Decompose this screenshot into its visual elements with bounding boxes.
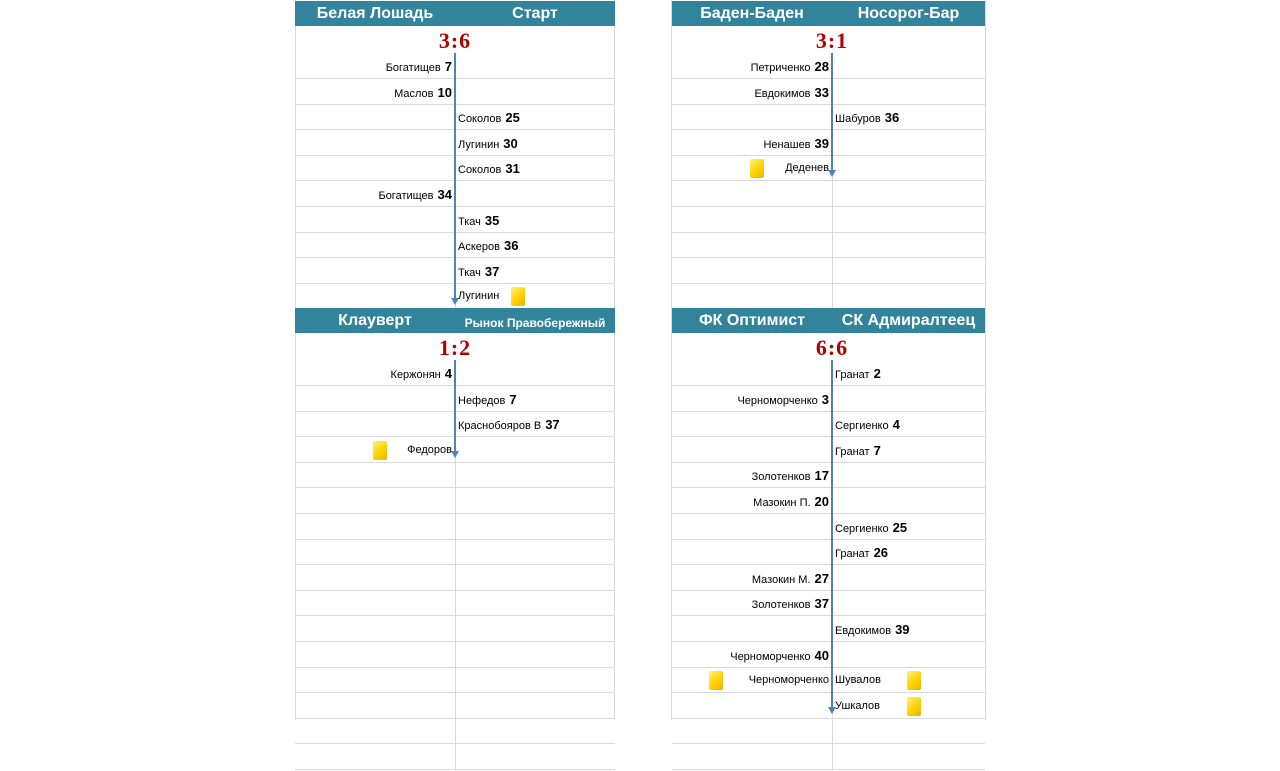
home-event [672,463,829,488]
away-event [458,412,613,437]
player-name: Маслов [394,87,434,100]
event-minute: 4 [892,417,900,433]
player-name: Гранат [835,369,870,381]
away-event [835,412,983,437]
grid-row [672,233,985,258]
player-name: Шабуров [835,113,881,126]
home-event [672,668,829,693]
away-event [458,387,613,412]
player-name: Лугинин [458,290,500,303]
home-event [672,643,829,668]
player-name: Черноморченко [737,394,818,407]
player-name: Черноморченко [730,650,811,663]
match-header [672,1,985,26]
event-minute: 36 [884,110,900,126]
player-name: Евдокимов [754,87,811,100]
player-name: Кержонян [390,369,441,381]
event-minute: 7 [509,391,517,407]
event-minute: 7 [444,59,452,74]
player-name: Ушкалов [835,699,880,712]
yellow-card-icon [511,287,525,306]
event-minute: 3 [821,391,829,407]
home-event [295,80,452,105]
event-minute: 34 [437,187,452,202]
event-minute: 39 [814,135,829,151]
grid-row [672,182,985,207]
match-header [295,1,615,26]
event-minute: 39 [895,622,910,637]
grid-row [672,208,985,233]
home-event [672,80,829,105]
event-minute: 27 [814,570,829,586]
player-name: Сергиенко [835,420,889,433]
player-name: Петриченко [750,62,811,74]
event-minute: 7 [873,442,881,458]
match-score: 3:6 [438,28,472,53]
yellow-card-icon [709,671,723,690]
away-team-name: Носорог-Бар [857,5,960,22]
grid-row [672,284,985,309]
home-team-name: Баден-Баден [700,5,804,22]
match-block [672,308,985,771]
event-minute: 37 [484,263,500,279]
event-minute: 30 [503,135,518,151]
away-event [835,438,983,463]
player-name: Ткач [458,266,481,279]
match-header [295,308,615,333]
yellow-card-icon [907,671,921,690]
away-event [458,131,613,156]
event-minute: 35 [484,212,500,228]
player-name: Богатищев [385,62,441,74]
player-name: Ненашев [763,138,811,151]
player-name: Деденев [785,162,829,175]
home-event [672,387,829,412]
home-team-name: ФК Оптимист [698,312,806,329]
away-team-name: Старт [512,5,558,22]
event-minute: 4 [444,366,452,381]
home-team-name: Клауверт [338,312,412,329]
away-event [458,208,613,233]
player-name: Евдокимов [835,625,892,637]
match-timeline [454,53,456,299]
event-minute: 28 [814,59,829,74]
away-event [835,361,983,386]
player-name: Гранат [835,548,870,561]
home-event [672,489,829,514]
match-block [295,308,615,771]
away-event [458,284,613,309]
grid-row [672,745,985,770]
match-score: 6:6 [815,335,849,360]
away-team-name: СК Адмиралтеец [841,312,976,329]
away-event [458,105,613,130]
event-minute: 37 [545,417,560,433]
home-event [295,361,452,386]
player-name: Краснобояров В [458,420,542,433]
yellow-card-icon [907,697,921,716]
away-event [458,156,613,181]
match-block [672,1,985,310]
match-header [672,308,985,333]
event-minute: 25 [892,519,908,535]
match-timeline [831,360,833,708]
away-event [835,105,983,130]
match-score: 1:2 [438,335,472,360]
player-name: Шувалов [835,674,881,687]
player-name: Соколов [458,164,502,177]
player-name: Золотенков [751,471,811,484]
player-name: Мазокин М. [751,573,811,586]
player-name: Золотенков [751,599,811,612]
grid-row [672,719,985,744]
player-name: Черноморченко [748,674,829,687]
home-event [672,591,829,616]
yellow-card-icon [373,441,387,460]
away-event [835,515,983,540]
away-team-name: Рынок Правобережный [464,316,606,330]
match-timeline [831,53,833,171]
player-name: Нефедов [458,394,506,407]
match-score: 3:1 [815,28,849,53]
player-name: Аскеров [458,241,500,254]
player-name: Лугинин [458,138,500,151]
home-event [295,182,452,207]
grid-row [672,259,985,284]
event-minute: 17 [814,468,829,484]
event-minute: 10 [437,84,452,100]
player-name: Сергиенко [835,522,889,535]
event-minute: 36 [503,238,519,254]
player-name: Богатищев [378,190,434,202]
event-minute: 20 [814,494,829,509]
home-event [295,54,452,79]
home-event [672,131,829,156]
event-minute: 37 [814,596,829,612]
event-minute: 26 [873,545,889,561]
timeline-arrowhead [451,451,459,458]
event-minute: 33 [814,84,829,100]
yellow-card-icon [750,159,764,178]
home-event [672,54,829,79]
timeline-arrowhead [828,170,836,177]
event-minute: 40 [814,647,829,663]
event-minute: 31 [505,161,520,177]
away-event [835,617,983,642]
away-event [458,233,613,258]
away-event [458,259,613,284]
match-timeline [454,360,456,452]
event-minute: 2 [873,366,881,381]
home-event [672,566,829,591]
player-name: Соколов [458,113,502,126]
player-name: Мазокин П. [753,497,811,509]
away-event [835,540,983,565]
event-minute: 25 [505,110,520,126]
match-block [295,1,615,310]
player-name: Федоров [407,443,452,456]
player-name: Гранат [835,445,870,458]
player-name: Ткач [458,215,481,228]
home-team-name: Белая Лошадь [316,5,434,22]
column-separator [985,0,986,720]
